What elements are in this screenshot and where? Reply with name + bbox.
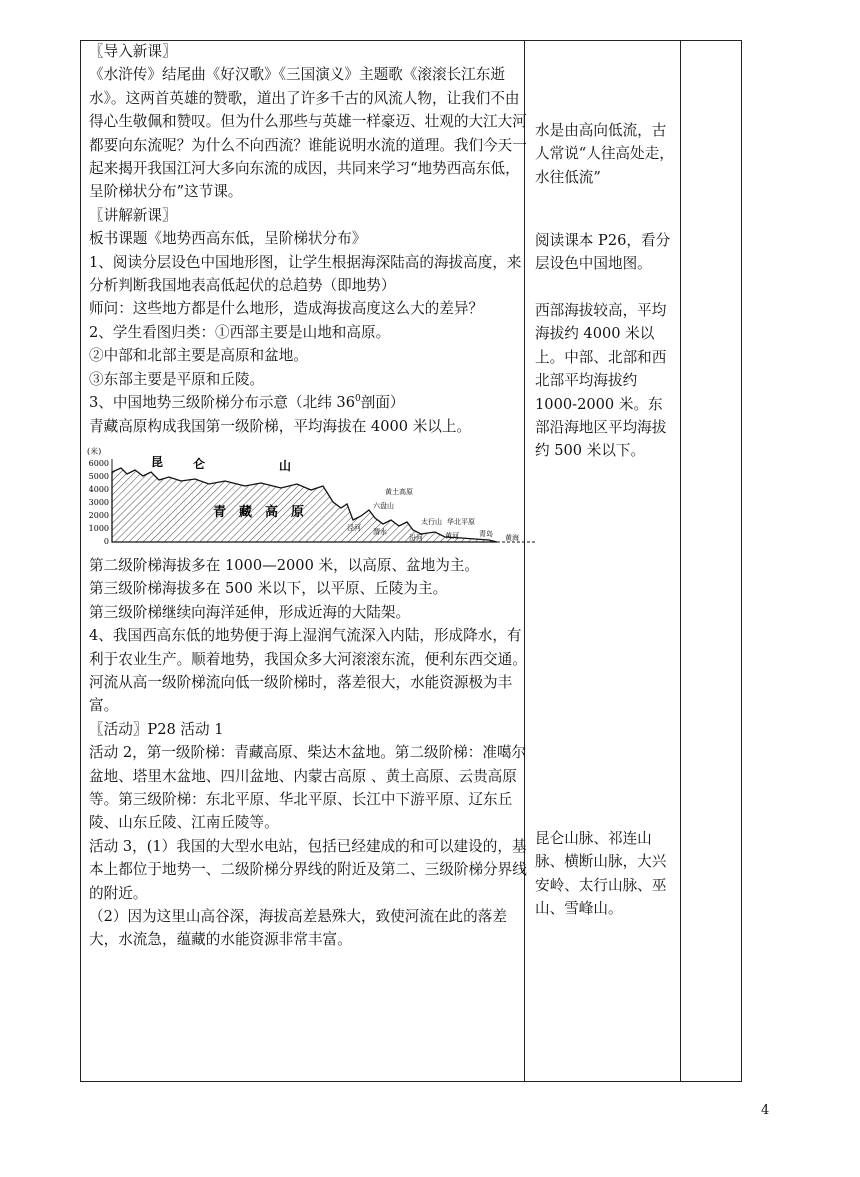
note-text: 水是由高向低流，古人常说“人往高处走，水往低流”: [535, 122, 674, 186]
activity3-1-text: 活动 3，(1）我国的大型水电站，包括已经建成的和可以建设的，基本上都位于地势一、二级阶梯分界线的附近及第二、三级阶梯分界线的附近。: [89, 837, 527, 902]
step4-text: 4、我国西高东低的地势便于海上湿润气流深入内陆，形成降水，有利于农业生产。顺着地势，我国众多大河滚滚东流，便利东西交通。河流从高一级阶梯流向低一级阶梯时，落差很大，水能资源极为丰富。: [89, 627, 527, 715]
intro-text: 《水浒传》结尾曲《好汉歌》《三国演义》主题歌《滚滚长江东逝水》。这两首英雄的赞歌，道出了许多千古的风流人物，让我们不由得心生敬佩和赞叹。但为什么那些与英雄一样豪迈、壮观的大江大河都要向东流呢？为什么不向西流？谁能说明水流的道理。我们今天一起来揭开我国江河大多向东流的成因，共同来学习“地势西高东低，呈阶梯状分布”这节课。: [89, 66, 527, 201]
step3-text: 3、中国地势三级阶梯分布示意（北纬 $36^0$剖面）: [89, 394, 405, 412]
step2b-text: ②中部和北部主要是高原和盆地。: [89, 347, 308, 365]
terrain-profile: [112, 468, 497, 542]
label-lun: 仑: [193, 456, 206, 471]
label-fen: 汾河: [409, 533, 423, 542]
step2c-text: ③东部主要是平原和丘陵。: [89, 370, 265, 388]
step2-text: 2、学生看图归类：①西部主要是山地和高原。: [89, 323, 391, 341]
note-4: [535, 827, 675, 921]
board-title: 板书课题《地势西高东低，呈阶梯状分布》: [89, 230, 367, 248]
label-shan: 山: [279, 458, 292, 473]
label-kun: 昆: [151, 454, 164, 469]
label-huanghai: 黄海: [505, 533, 519, 542]
column-divider: [680, 41, 681, 1081]
y-tick: 6000: [88, 458, 109, 468]
note-text: 阅读课本 P26，看分层设色中国地图。: [535, 232, 671, 273]
intro-heading: 〖导入新课〗: [89, 43, 177, 60]
y-tick: 5000: [88, 471, 109, 481]
label-jing: 泾河: [347, 523, 361, 532]
tier3b-text: 第三级阶梯继续向海洋延伸，形成近海的大陆架。: [89, 603, 411, 621]
label-wei: 渭水: [373, 527, 387, 536]
y-tick: 0: [103, 536, 109, 546]
y-tick: 1000: [88, 523, 109, 533]
y-tick: 4000: [88, 484, 109, 494]
y-tick: 2000: [88, 510, 109, 520]
note-3: [535, 299, 675, 463]
profile-unit: (米): [87, 446, 102, 456]
page-number: 4: [761, 1103, 770, 1118]
note-text: 昆仑山脉、祁连山脉、横断山脉，大兴安岭、太行山脉、巫山、雪峰山。: [535, 830, 667, 918]
main-column: [89, 40, 529, 952]
label-liupan: 六盘山: [373, 501, 394, 510]
profile-y-axis: [89, 459, 109, 546]
label-qing: 青岛: [479, 529, 493, 538]
label-huangtu: 黄土高原: [385, 487, 413, 496]
tier1-text: 青藏高原构成我国第一级阶梯，平均海拔在 4000 米以上。: [89, 417, 472, 435]
activity-heading: 〖活动〗P28 活动 1: [89, 720, 224, 738]
label-qingzang: 青 藏 高 原: [213, 504, 305, 520]
label-huabei: 华北平原: [447, 517, 475, 526]
note-2: [535, 229, 675, 276]
activity2-text: 活动 2，第一级阶梯：青藏高原、柴达木盆地。第二级阶梯：准噶尔盆地、塔里木盆地、四川盆地、内蒙古高原 、黄土高原、云贵高原等。第三级阶梯：东北平原、华北平原、长江中下游平原、辽东丘陵、山东丘陵、江南丘陵等。: [89, 744, 527, 832]
tier2-text: 第二级阶梯海拔多在 1000—2000 米，以高原、盆地为主。: [89, 556, 480, 574]
y-tick: 3000: [88, 497, 109, 507]
note-1: [535, 119, 675, 189]
step1-text: 1、阅读分层设色中国地形图，让学生根据海深陆高的海拔高度，来分析判断我国地表高低起伏的总趋势（即地势）: [89, 253, 522, 295]
tier3-text: 第三级阶梯海拔多在 500 米以下，以平原、丘陵为主。: [89, 580, 448, 598]
teacher-question: 师问：这些地方都是什么地形，造成海拔高度这么大的差异？: [89, 300, 484, 318]
note-text: 西部海拔较高，平均海拔约 4000 米以上。中部、北部和西北部平均海拔约 1000-2000 米。东部沿海地区平均海拔约 500 米以下。: [535, 302, 667, 460]
label-huang: 黄河: [445, 531, 459, 540]
label-taihang: 太行山: [421, 517, 442, 526]
activity3-2-text: （2）因为这里山高谷深，海拔高差悬殊大，致使河流在此的落差大，水流急，蕴藏的水能资源非常丰富。: [89, 908, 507, 949]
lecture-heading: 〖讲解新课〗: [89, 206, 177, 224]
terrain-profile-figure: [85, 444, 537, 552]
lesson-table: [80, 40, 742, 1082]
